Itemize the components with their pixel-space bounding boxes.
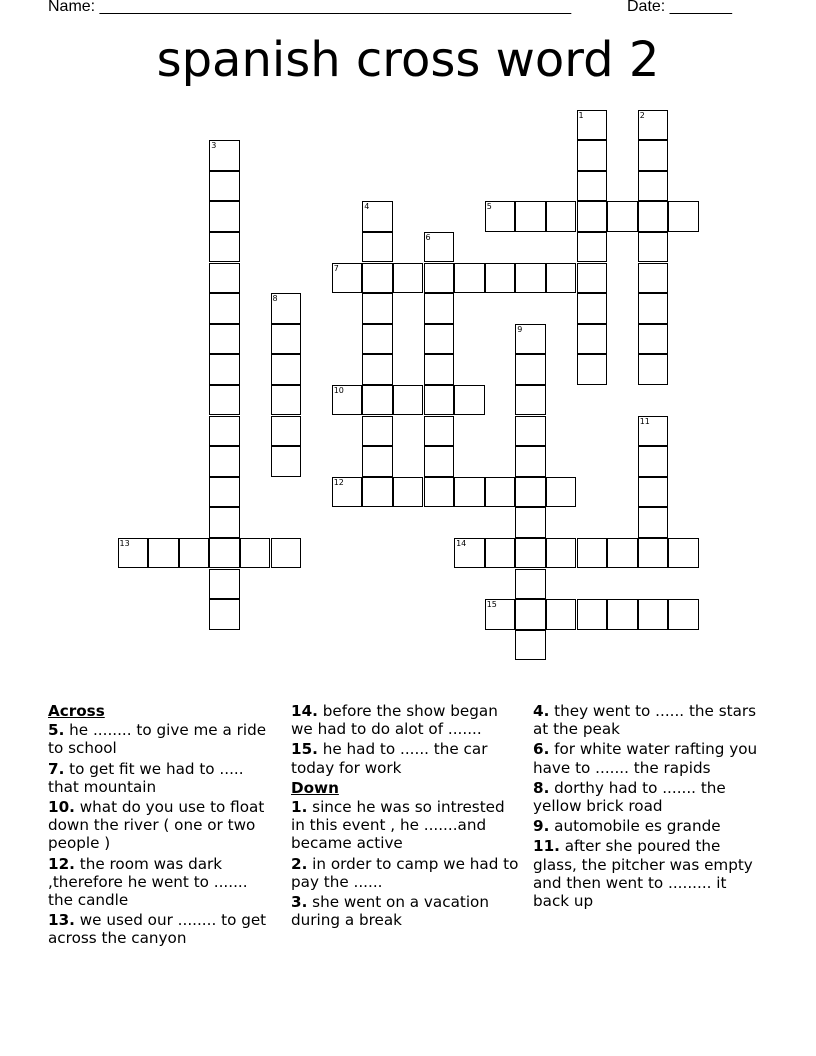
grid-cell[interactable]	[362, 201, 393, 232]
name-field: Name: _____________________________________________________	[48, 0, 572, 15]
grid-cell[interactable]	[271, 324, 302, 355]
grid-cell[interactable]	[362, 324, 393, 355]
grid-cell[interactable]	[577, 201, 608, 232]
grid-cell[interactable]	[424, 354, 455, 385]
clue-down-1: 1. since he was so intrested in this event , he .......and became active	[291, 798, 505, 853]
grid-cell[interactable]	[546, 538, 577, 569]
grid-cell[interactable]	[362, 293, 393, 324]
clue-down-11: 11. after she poured the glass, the pitcher was empty and then went to ......... it back up	[533, 837, 753, 911]
grid-cell[interactable]	[240, 538, 271, 569]
grid-cell[interactable]	[271, 354, 302, 385]
grid-cell[interactable]	[668, 599, 699, 630]
grid-cell[interactable]	[209, 538, 240, 569]
grid-cell[interactable]	[209, 385, 240, 416]
grid-cell[interactable]	[577, 110, 608, 141]
grid-cell[interactable]	[577, 354, 608, 385]
grid-cell[interactable]	[271, 385, 302, 416]
grid-cell[interactable]	[362, 446, 393, 477]
across-heading: Across	[48, 702, 105, 720]
grid-cell[interactable]	[454, 538, 485, 569]
puzzle-title: spanish cross word 2	[156, 32, 660, 88]
grid-cell[interactable]	[577, 293, 608, 324]
grid-cell[interactable]	[179, 538, 210, 569]
grid-cell[interactable]	[577, 324, 608, 355]
grid-cell[interactable]	[515, 477, 546, 508]
grid-cell[interactable]	[332, 263, 363, 294]
clue-down-4: 4. they went to ...... the stars at the peak	[533, 702, 757, 739]
down-heading: Down	[291, 778, 339, 797]
grid-cell[interactable]	[271, 538, 302, 569]
clues-column-1	[48, 702, 276, 950]
grid-cell[interactable]	[577, 171, 608, 202]
grid-cell[interactable]	[209, 324, 240, 355]
grid-cell[interactable]	[454, 385, 485, 416]
grid-cell[interactable]	[577, 599, 608, 630]
grid-cell[interactable]	[393, 385, 424, 416]
grid-cell[interactable]	[577, 538, 608, 569]
grid-cell[interactable]	[638, 477, 669, 508]
clue-number: 15	[486, 600, 497, 610]
grid-cell[interactable]	[424, 293, 455, 324]
grid-cell[interactable]	[638, 507, 669, 538]
clue-number: 13	[119, 538, 130, 548]
grid-cell[interactable]	[515, 507, 546, 538]
clue-across-13: 13. we used our ........ to get across the canyon	[48, 911, 267, 948]
grid-cell[interactable]	[209, 232, 240, 263]
grid-cell[interactable]	[209, 171, 240, 202]
clue-number: 4	[364, 202, 370, 212]
grid-cell[interactable]	[515, 385, 546, 416]
grid-cell[interactable]	[271, 293, 302, 324]
grid-cell[interactable]	[209, 477, 240, 508]
clue-number: 3	[211, 141, 217, 151]
clue-number: 5	[486, 202, 492, 212]
clue-down-8: 8. dorthy had to ....... the yellow brick road	[533, 778, 726, 816]
grid-cell[interactable]	[515, 263, 546, 294]
grid-cell[interactable]	[515, 538, 546, 569]
grid-cell[interactable]	[577, 140, 608, 171]
clue-number: 10	[333, 385, 344, 395]
clue-across-10: 10. what do you use to float down the river ( one or two people )	[48, 798, 265, 853]
clue-number: 2	[639, 110, 645, 120]
grid-cell[interactable]	[485, 538, 516, 569]
grid-cell[interactable]	[546, 477, 577, 508]
grid-cell[interactable]	[209, 201, 240, 232]
grid-cell[interactable]	[209, 416, 240, 447]
grid-cell[interactable]	[485, 599, 516, 630]
grid-cell[interactable]	[148, 538, 179, 569]
clue-across-5: 5. he ........ to give me a ride to school	[48, 721, 267, 758]
grid-cell[interactable]	[607, 599, 638, 630]
clue-across-7: 7. to get fit we had to ..... that mountain	[48, 759, 244, 796]
grid-cell[interactable]	[271, 446, 302, 477]
grid-cell[interactable]	[454, 477, 485, 508]
grid-cell[interactable]	[485, 263, 516, 294]
grid-cell[interactable]	[485, 201, 516, 232]
clue-across-12: 12. the room was dark ,therefore he went to ....... the candle	[48, 854, 248, 910]
grid-cell[interactable]	[332, 385, 363, 416]
grid-cell[interactable]	[209, 446, 240, 477]
grid-cell[interactable]	[424, 416, 455, 447]
grid-cell[interactable]	[209, 263, 240, 294]
grid-cell[interactable]	[638, 232, 669, 263]
clue-down-6: 6. for white water rafting you have to ....... the rapids	[533, 740, 758, 777]
grid-cell[interactable]	[638, 446, 669, 477]
grid-cell[interactable]	[638, 416, 669, 447]
grid-cell[interactable]	[546, 599, 577, 630]
grid-cell[interactable]	[668, 201, 699, 232]
clue-number: 12	[333, 477, 344, 487]
grid-cell[interactable]	[485, 477, 516, 508]
grid-cell[interactable]	[209, 293, 240, 324]
grid-cell[interactable]	[424, 263, 455, 294]
grid-cell[interactable]	[362, 477, 393, 508]
grid-cell[interactable]	[577, 232, 608, 263]
grid-cell[interactable]	[638, 599, 669, 630]
grid-cell[interactable]	[209, 599, 240, 630]
grid-cell[interactable]	[424, 477, 455, 508]
grid-cell[interactable]	[515, 201, 546, 232]
grid-cell[interactable]	[546, 201, 577, 232]
grid-cell[interactable]	[362, 263, 393, 294]
grid-cell[interactable]	[118, 538, 149, 569]
grid-cell[interactable]	[362, 416, 393, 447]
grid-cell[interactable]	[638, 354, 669, 385]
clue-number: 11	[639, 416, 650, 426]
clue-number: 1	[578, 110, 584, 120]
grid-cell[interactable]	[546, 263, 577, 294]
grid-cell[interactable]	[424, 446, 455, 477]
grid-cell[interactable]	[209, 354, 240, 385]
grid-cell[interactable]	[362, 232, 393, 263]
clue-down-9: 9. automobile es grande	[533, 817, 721, 836]
grid-cell[interactable]	[515, 630, 546, 661]
clue-number: 6	[425, 232, 431, 242]
grid-cell[interactable]	[638, 201, 669, 232]
date-field: Date: _______	[627, 0, 732, 15]
grid-cell[interactable]	[393, 263, 424, 294]
grid-cell[interactable]	[515, 599, 546, 630]
grid-cell[interactable]	[607, 538, 638, 569]
clue-number: 8	[272, 294, 278, 304]
grid-cell[interactable]	[209, 507, 240, 538]
clue-down-2: 2. in order to camp we had to pay the ......	[291, 854, 519, 891]
grid-cell[interactable]	[668, 538, 699, 569]
grid-cell[interactable]	[515, 446, 546, 477]
clue-down-3: 3. she went on a vacation during a break	[291, 893, 489, 930]
clue-across-14: 14. before the show began we had to do alot of .......	[291, 702, 498, 739]
grid-cell[interactable]	[638, 171, 669, 202]
grid-cell[interactable]	[454, 263, 485, 294]
grid-cell[interactable]	[638, 324, 669, 355]
clue-number: 7	[333, 263, 339, 273]
grid-cell[interactable]	[515, 569, 546, 600]
clues-column-2	[291, 702, 519, 931]
grid-cell[interactable]	[362, 385, 393, 416]
grid-cell[interactable]	[607, 201, 638, 232]
clue-number: 9	[517, 324, 523, 334]
grid-cell[interactable]	[393, 477, 424, 508]
grid-cell[interactable]	[362, 354, 393, 385]
clues-column-3	[533, 702, 761, 912]
grid-cell[interactable]	[209, 140, 240, 171]
grid-cell[interactable]	[638, 110, 669, 141]
grid-cell[interactable]	[424, 385, 455, 416]
grid-cell[interactable]	[515, 416, 546, 447]
grid-cell[interactable]	[271, 416, 302, 447]
grid-cell[interactable]	[424, 232, 455, 263]
grid-cell[interactable]	[515, 354, 546, 385]
clue-number: 14	[456, 538, 467, 548]
grid-cell[interactable]	[638, 263, 669, 294]
grid-cell[interactable]	[332, 477, 363, 508]
clue-across-15: 15. he had to ...... the car today for work	[291, 740, 488, 777]
grid-cell[interactable]	[209, 569, 240, 600]
grid-cell[interactable]	[577, 263, 608, 294]
grid-cell[interactable]	[424, 324, 455, 355]
grid-cell[interactable]	[515, 324, 546, 355]
grid-cell[interactable]	[638, 140, 669, 171]
grid-cell[interactable]	[638, 293, 669, 324]
grid-cell[interactable]	[638, 538, 669, 569]
